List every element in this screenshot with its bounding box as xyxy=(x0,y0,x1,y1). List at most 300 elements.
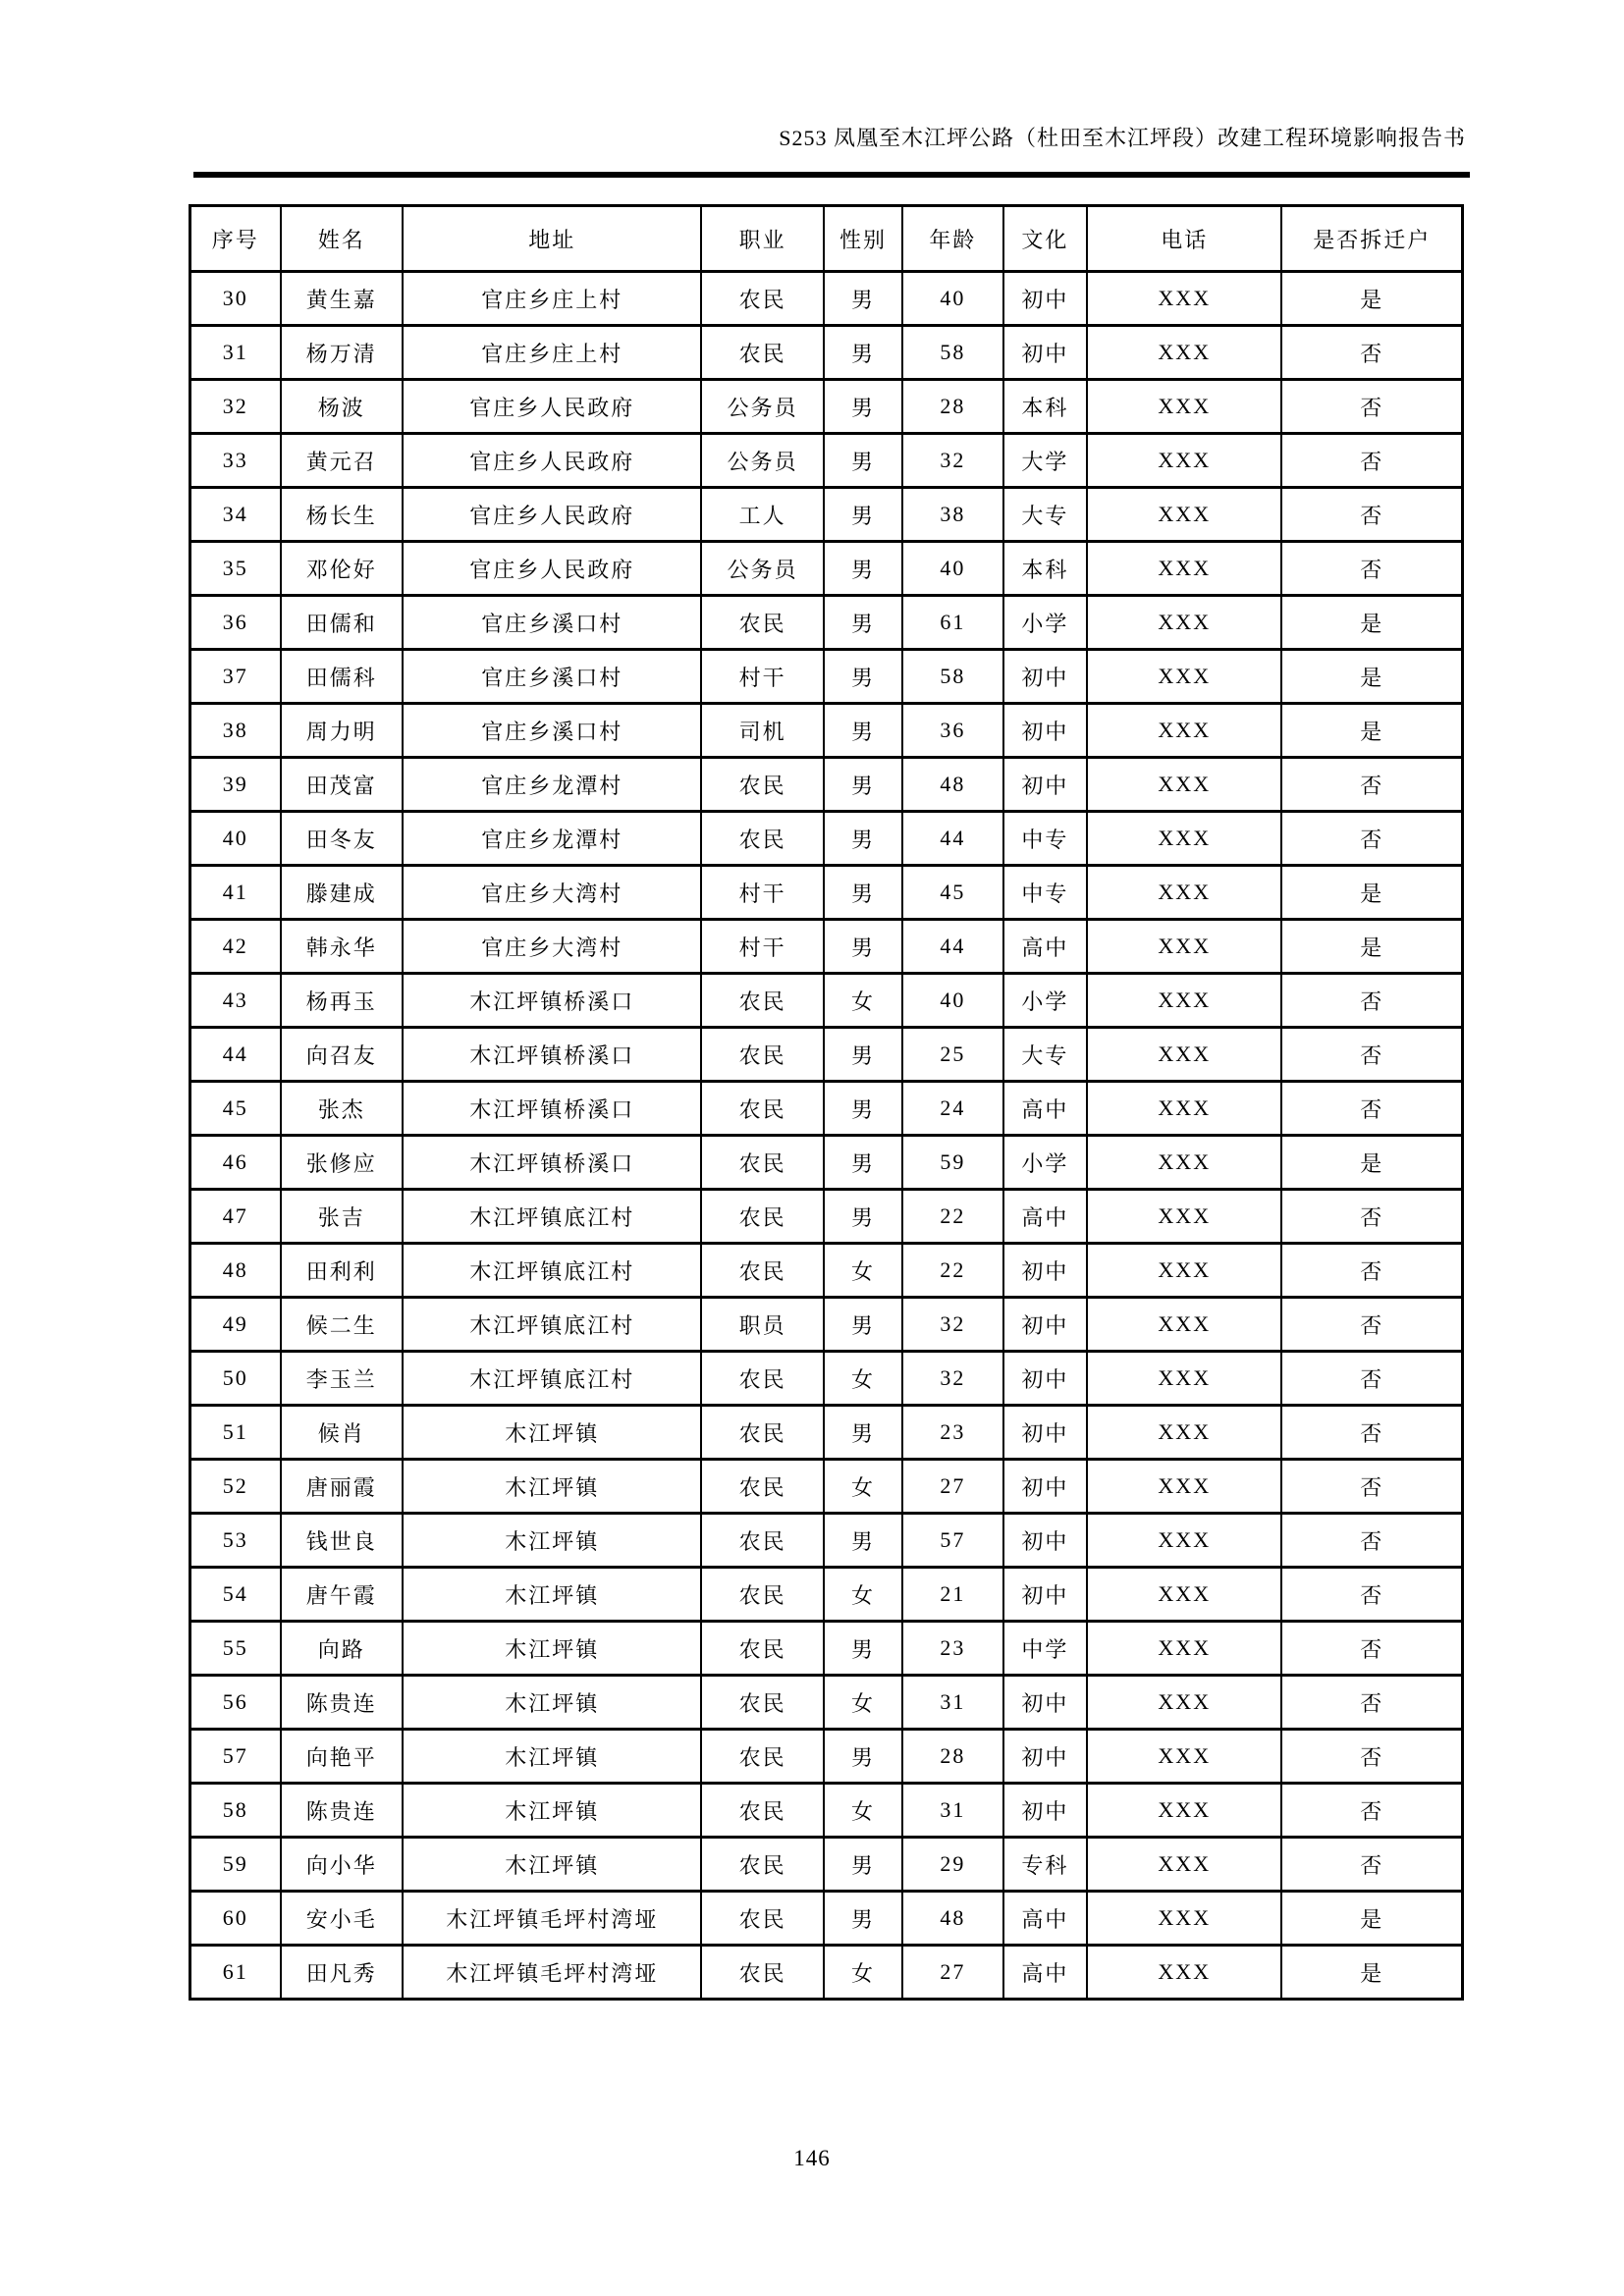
cell-address: 木江坪镇底江村 xyxy=(403,1352,702,1406)
cell-seq: 41 xyxy=(190,866,281,920)
cell-address: 官庄乡庄上村 xyxy=(403,326,702,380)
cell-gender: 男 xyxy=(824,812,902,866)
cell-gender: 女 xyxy=(824,1568,902,1622)
cell-phone: XXX xyxy=(1087,866,1281,920)
cell-occupation: 农民 xyxy=(701,272,823,326)
cell-name: 安小毛 xyxy=(281,1892,403,1946)
cell-occupation: 村干 xyxy=(701,866,823,920)
cell-age: 22 xyxy=(902,1190,1002,1244)
cell-name: 田儒和 xyxy=(281,596,403,650)
cell-name: 田茂富 xyxy=(281,758,403,812)
respondents-table xyxy=(189,204,1464,2001)
cell-address: 木江坪镇 xyxy=(403,1622,702,1676)
cell-relocated: 否 xyxy=(1281,812,1462,866)
column-header-seq: 序号 xyxy=(190,206,281,272)
cell-occupation: 农民 xyxy=(701,1622,823,1676)
cell-name: 杨波 xyxy=(281,380,403,434)
cell-relocated: 否 xyxy=(1281,1838,1462,1892)
cell-age: 57 xyxy=(902,1514,1002,1568)
cell-phone: XXX xyxy=(1087,1190,1281,1244)
column-header-address: 地址 xyxy=(403,206,702,272)
cell-address: 木江坪镇桥溪口 xyxy=(403,1028,702,1082)
table-row xyxy=(190,1730,1463,1784)
cell-relocated: 否 xyxy=(1281,1298,1462,1352)
cell-relocated: 否 xyxy=(1281,1514,1462,1568)
cell-seq: 43 xyxy=(190,974,281,1028)
cell-age: 58 xyxy=(902,326,1002,380)
cell-occupation: 司机 xyxy=(701,704,823,758)
cell-occupation: 职员 xyxy=(701,1298,823,1352)
cell-address: 官庄乡人民政府 xyxy=(403,488,702,542)
cell-address: 官庄乡溪口村 xyxy=(403,596,702,650)
cell-occupation: 公务员 xyxy=(701,380,823,434)
cell-gender: 女 xyxy=(824,1244,902,1298)
table-row xyxy=(190,1190,1463,1244)
cell-seq: 55 xyxy=(190,1622,281,1676)
cell-age: 32 xyxy=(902,434,1002,488)
column-header-education: 文化 xyxy=(1003,206,1088,272)
cell-relocated: 否 xyxy=(1281,1244,1462,1298)
cell-education: 高中 xyxy=(1003,1946,1088,2000)
cell-education: 初中 xyxy=(1003,704,1088,758)
cell-education: 专科 xyxy=(1003,1838,1088,1892)
cell-seq: 37 xyxy=(190,650,281,704)
cell-relocated: 否 xyxy=(1281,1190,1462,1244)
cell-relocated: 否 xyxy=(1281,1460,1462,1514)
cell-occupation: 农民 xyxy=(701,1838,823,1892)
cell-phone: XXX xyxy=(1087,1244,1281,1298)
cell-occupation: 农民 xyxy=(701,1568,823,1622)
table-row xyxy=(190,1136,1463,1190)
column-header-occupation: 职业 xyxy=(701,206,823,272)
cell-phone: XXX xyxy=(1087,1568,1281,1622)
cell-occupation: 农民 xyxy=(701,1946,823,2000)
cell-address: 官庄乡人民政府 xyxy=(403,434,702,488)
table-body xyxy=(190,272,1463,2000)
cell-education: 本科 xyxy=(1003,542,1088,596)
cell-address: 木江坪镇毛坪村湾垭 xyxy=(403,1946,702,2000)
cell-education: 小学 xyxy=(1003,974,1088,1028)
cell-address: 官庄乡溪口村 xyxy=(403,650,702,704)
cell-relocated: 否 xyxy=(1281,1676,1462,1730)
cell-seq: 61 xyxy=(190,1946,281,2000)
cell-education: 中专 xyxy=(1003,812,1088,866)
cell-name: 唐丽霞 xyxy=(281,1460,403,1514)
table-row xyxy=(190,1406,1463,1460)
cell-occupation: 农民 xyxy=(701,1028,823,1082)
cell-relocated: 否 xyxy=(1281,434,1462,488)
cell-age: 45 xyxy=(902,866,1002,920)
table-row xyxy=(190,542,1463,596)
cell-occupation: 农民 xyxy=(701,1676,823,1730)
cell-gender: 男 xyxy=(824,272,902,326)
table-row xyxy=(190,1784,1463,1838)
cell-address: 木江坪镇 xyxy=(403,1784,702,1838)
cell-relocated: 是 xyxy=(1281,1946,1462,2000)
cell-occupation: 农民 xyxy=(701,1784,823,1838)
cell-phone: XXX xyxy=(1087,542,1281,596)
cell-name: 候肖 xyxy=(281,1406,403,1460)
cell-gender: 男 xyxy=(824,866,902,920)
cell-gender: 男 xyxy=(824,488,902,542)
cell-phone: XXX xyxy=(1087,758,1281,812)
table-row xyxy=(190,1298,1463,1352)
table-row xyxy=(190,920,1463,974)
cell-relocated: 否 xyxy=(1281,1028,1462,1082)
cell-address: 木江坪镇底江村 xyxy=(403,1190,702,1244)
cell-seq: 40 xyxy=(190,812,281,866)
column-header-gender: 性别 xyxy=(824,206,902,272)
table-row xyxy=(190,1082,1463,1136)
cell-gender: 男 xyxy=(824,1406,902,1460)
cell-phone: XXX xyxy=(1087,1514,1281,1568)
table-row xyxy=(190,1676,1463,1730)
cell-relocated: 否 xyxy=(1281,1784,1462,1838)
cell-seq: 38 xyxy=(190,704,281,758)
cell-education: 高中 xyxy=(1003,1082,1088,1136)
cell-occupation: 公务员 xyxy=(701,542,823,596)
cell-relocated: 否 xyxy=(1281,1568,1462,1622)
cell-name: 邓伦好 xyxy=(281,542,403,596)
cell-age: 48 xyxy=(902,1892,1002,1946)
cell-address: 木江坪镇底江村 xyxy=(403,1298,702,1352)
cell-age: 59 xyxy=(902,1136,1002,1190)
cell-gender: 男 xyxy=(824,1028,902,1082)
cell-relocated: 否 xyxy=(1281,1352,1462,1406)
cell-gender: 女 xyxy=(824,1946,902,2000)
cell-occupation: 农民 xyxy=(701,1406,823,1460)
table-row xyxy=(190,380,1463,434)
table-row xyxy=(190,1622,1463,1676)
cell-address: 官庄乡庄上村 xyxy=(403,272,702,326)
cell-name: 向路 xyxy=(281,1622,403,1676)
cell-seq: 33 xyxy=(190,434,281,488)
cell-phone: XXX xyxy=(1087,1352,1281,1406)
cell-address: 木江坪镇 xyxy=(403,1568,702,1622)
cell-name: 陈贵连 xyxy=(281,1784,403,1838)
cell-relocated: 否 xyxy=(1281,542,1462,596)
cell-seq: 50 xyxy=(190,1352,281,1406)
cell-address: 官庄乡大湾村 xyxy=(403,866,702,920)
cell-phone: XXX xyxy=(1087,920,1281,974)
cell-phone: XXX xyxy=(1087,272,1281,326)
cell-gender: 男 xyxy=(824,1298,902,1352)
cell-address: 木江坪镇 xyxy=(403,1460,702,1514)
cell-seq: 53 xyxy=(190,1514,281,1568)
table-row xyxy=(190,812,1463,866)
table-row xyxy=(190,866,1463,920)
cell-education: 大学 xyxy=(1003,434,1088,488)
cell-occupation: 农民 xyxy=(701,812,823,866)
cell-address: 木江坪镇桥溪口 xyxy=(403,974,702,1028)
cell-phone: XXX xyxy=(1087,326,1281,380)
cell-name: 张吉 xyxy=(281,1190,403,1244)
cell-name: 钱世良 xyxy=(281,1514,403,1568)
cell-seq: 51 xyxy=(190,1406,281,1460)
table-row xyxy=(190,758,1463,812)
cell-education: 本科 xyxy=(1003,380,1088,434)
table-row xyxy=(190,1946,1463,2000)
cell-seq: 39 xyxy=(190,758,281,812)
table-header xyxy=(190,206,1463,272)
cell-phone: XXX xyxy=(1087,1406,1281,1460)
cell-relocated: 否 xyxy=(1281,380,1462,434)
cell-phone: XXX xyxy=(1087,1838,1281,1892)
cell-age: 22 xyxy=(902,1244,1002,1298)
cell-age: 28 xyxy=(902,1730,1002,1784)
cell-phone: XXX xyxy=(1087,1730,1281,1784)
cell-address: 官庄乡龙潭村 xyxy=(403,758,702,812)
header-divider xyxy=(193,172,1470,178)
cell-name: 周力明 xyxy=(281,704,403,758)
cell-seq: 32 xyxy=(190,380,281,434)
cell-address: 木江坪镇 xyxy=(403,1838,702,1892)
cell-education: 初中 xyxy=(1003,272,1088,326)
cell-occupation: 农民 xyxy=(701,1190,823,1244)
cell-phone: XXX xyxy=(1087,1784,1281,1838)
cell-education: 初中 xyxy=(1003,1730,1088,1784)
cell-education: 大专 xyxy=(1003,1028,1088,1082)
cell-gender: 男 xyxy=(824,542,902,596)
cell-age: 23 xyxy=(902,1622,1002,1676)
cell-address: 木江坪镇 xyxy=(403,1676,702,1730)
cell-age: 36 xyxy=(902,704,1002,758)
cell-name: 杨再玉 xyxy=(281,974,403,1028)
cell-gender: 男 xyxy=(824,1082,902,1136)
cell-name: 张修应 xyxy=(281,1136,403,1190)
cell-gender: 男 xyxy=(824,920,902,974)
column-header-age: 年龄 xyxy=(902,206,1002,272)
cell-education: 初中 xyxy=(1003,1514,1088,1568)
cell-education: 初中 xyxy=(1003,758,1088,812)
cell-gender: 女 xyxy=(824,1784,902,1838)
cell-seq: 42 xyxy=(190,920,281,974)
cell-education: 初中 xyxy=(1003,1352,1088,1406)
cell-seq: 58 xyxy=(190,1784,281,1838)
table-row xyxy=(190,1514,1463,1568)
cell-age: 27 xyxy=(902,1460,1002,1514)
cell-seq: 54 xyxy=(190,1568,281,1622)
cell-name: 田儒科 xyxy=(281,650,403,704)
cell-phone: XXX xyxy=(1087,650,1281,704)
cell-name: 向小华 xyxy=(281,1838,403,1892)
cell-seq: 46 xyxy=(190,1136,281,1190)
cell-name: 陈贵连 xyxy=(281,1676,403,1730)
cell-phone: XXX xyxy=(1087,1892,1281,1946)
table-row xyxy=(190,650,1463,704)
cell-gender: 女 xyxy=(824,1352,902,1406)
cell-gender: 男 xyxy=(824,380,902,434)
cell-education: 初中 xyxy=(1003,1784,1088,1838)
cell-education: 高中 xyxy=(1003,1190,1088,1244)
cell-occupation: 农民 xyxy=(701,1352,823,1406)
cell-education: 大专 xyxy=(1003,488,1088,542)
page-number: 146 xyxy=(793,2146,831,2170)
cell-age: 40 xyxy=(902,542,1002,596)
cell-gender: 男 xyxy=(824,758,902,812)
cell-age: 29 xyxy=(902,1838,1002,1892)
cell-age: 38 xyxy=(902,488,1002,542)
cell-phone: XXX xyxy=(1087,380,1281,434)
cell-age: 31 xyxy=(902,1676,1002,1730)
cell-address: 木江坪镇底江村 xyxy=(403,1244,702,1298)
cell-occupation: 公务员 xyxy=(701,434,823,488)
cell-name: 田冬友 xyxy=(281,812,403,866)
cell-occupation: 农民 xyxy=(701,326,823,380)
document-header-title: S253 凤凰至木江坪公路（杜田至木江坪段）改建工程环境影响报告书 xyxy=(779,126,1466,150)
cell-occupation: 农民 xyxy=(701,1460,823,1514)
cell-relocated: 是 xyxy=(1281,1892,1462,1946)
cell-gender: 男 xyxy=(824,1730,902,1784)
cell-occupation: 农民 xyxy=(701,596,823,650)
cell-education: 中学 xyxy=(1003,1622,1088,1676)
cell-address: 木江坪镇毛坪村湾垭 xyxy=(403,1892,702,1946)
cell-relocated: 否 xyxy=(1281,1082,1462,1136)
cell-gender: 男 xyxy=(824,1838,902,1892)
table-row xyxy=(190,1568,1463,1622)
cell-address: 官庄乡龙潭村 xyxy=(403,812,702,866)
cell-phone: XXX xyxy=(1087,704,1281,758)
cell-seq: 31 xyxy=(190,326,281,380)
table-row xyxy=(190,488,1463,542)
cell-age: 58 xyxy=(902,650,1002,704)
cell-gender: 男 xyxy=(824,1514,902,1568)
cell-relocated: 是 xyxy=(1281,650,1462,704)
column-header-name: 姓名 xyxy=(281,206,403,272)
cell-relocated: 否 xyxy=(1281,1406,1462,1460)
cell-name: 黄生嘉 xyxy=(281,272,403,326)
cell-phone: XXX xyxy=(1087,596,1281,650)
cell-age: 28 xyxy=(902,380,1002,434)
cell-occupation: 农民 xyxy=(701,758,823,812)
cell-name: 向召友 xyxy=(281,1028,403,1082)
cell-seq: 36 xyxy=(190,596,281,650)
column-header-phone: 电话 xyxy=(1087,206,1281,272)
cell-age: 31 xyxy=(902,1784,1002,1838)
table-row xyxy=(190,272,1463,326)
cell-seq: 56 xyxy=(190,1676,281,1730)
cell-occupation: 农民 xyxy=(701,974,823,1028)
cell-seq: 35 xyxy=(190,542,281,596)
cell-relocated: 否 xyxy=(1281,326,1462,380)
cell-occupation: 工人 xyxy=(701,488,823,542)
cell-age: 23 xyxy=(902,1406,1002,1460)
cell-gender: 女 xyxy=(824,1676,902,1730)
cell-occupation: 农民 xyxy=(701,1082,823,1136)
cell-name: 杨万清 xyxy=(281,326,403,380)
cell-name: 唐午霞 xyxy=(281,1568,403,1622)
cell-age: 27 xyxy=(902,1946,1002,2000)
cell-name: 候二生 xyxy=(281,1298,403,1352)
cell-address: 官庄乡人民政府 xyxy=(403,380,702,434)
cell-education: 高中 xyxy=(1003,920,1088,974)
header-row xyxy=(190,206,1463,272)
cell-education: 初中 xyxy=(1003,326,1088,380)
cell-phone: XXX xyxy=(1087,1082,1281,1136)
cell-relocated: 是 xyxy=(1281,866,1462,920)
cell-occupation: 农民 xyxy=(701,1244,823,1298)
cell-education: 初中 xyxy=(1003,1298,1088,1352)
cell-age: 44 xyxy=(902,812,1002,866)
cell-relocated: 是 xyxy=(1281,920,1462,974)
table-row xyxy=(190,1352,1463,1406)
cell-gender: 男 xyxy=(824,1190,902,1244)
cell-occupation: 农民 xyxy=(701,1514,823,1568)
cell-name: 田凡秀 xyxy=(281,1946,403,2000)
cell-gender: 女 xyxy=(824,974,902,1028)
table-row xyxy=(190,326,1463,380)
cell-occupation: 村干 xyxy=(701,650,823,704)
cell-gender: 女 xyxy=(824,1460,902,1514)
cell-education: 初中 xyxy=(1003,1406,1088,1460)
cell-name: 滕建成 xyxy=(281,866,403,920)
cell-gender: 男 xyxy=(824,326,902,380)
cell-relocated: 是 xyxy=(1281,704,1462,758)
cell-age: 48 xyxy=(902,758,1002,812)
cell-seq: 34 xyxy=(190,488,281,542)
table-row xyxy=(190,704,1463,758)
cell-education: 初中 xyxy=(1003,1568,1088,1622)
cell-gender: 男 xyxy=(824,704,902,758)
cell-gender: 男 xyxy=(824,1136,902,1190)
cell-phone: XXX xyxy=(1087,1946,1281,2000)
table-row xyxy=(190,974,1463,1028)
cell-seq: 44 xyxy=(190,1028,281,1082)
cell-phone: XXX xyxy=(1087,1622,1281,1676)
cell-education: 初中 xyxy=(1003,1244,1088,1298)
cell-occupation: 农民 xyxy=(701,1136,823,1190)
cell-education: 高中 xyxy=(1003,1892,1088,1946)
table-row xyxy=(190,1028,1463,1082)
table-row xyxy=(190,1838,1463,1892)
cell-address: 木江坪镇桥溪口 xyxy=(403,1082,702,1136)
cell-seq: 52 xyxy=(190,1460,281,1514)
cell-address: 木江坪镇桥溪口 xyxy=(403,1136,702,1190)
cell-age: 24 xyxy=(902,1082,1002,1136)
cell-seq: 30 xyxy=(190,272,281,326)
table-row xyxy=(190,434,1463,488)
cell-gender: 男 xyxy=(824,650,902,704)
cell-name: 杨长生 xyxy=(281,488,403,542)
cell-phone: XXX xyxy=(1087,1298,1281,1352)
cell-name: 李玉兰 xyxy=(281,1352,403,1406)
cell-seq: 59 xyxy=(190,1838,281,1892)
cell-address: 木江坪镇 xyxy=(403,1406,702,1460)
cell-age: 32 xyxy=(902,1352,1002,1406)
cell-address: 木江坪镇 xyxy=(403,1514,702,1568)
cell-gender: 男 xyxy=(824,1622,902,1676)
cell-seq: 57 xyxy=(190,1730,281,1784)
cell-seq: 49 xyxy=(190,1298,281,1352)
cell-gender: 男 xyxy=(824,596,902,650)
cell-seq: 48 xyxy=(190,1244,281,1298)
cell-relocated: 是 xyxy=(1281,1136,1462,1190)
cell-education: 小学 xyxy=(1003,1136,1088,1190)
cell-relocated: 是 xyxy=(1281,272,1462,326)
cell-phone: XXX xyxy=(1087,974,1281,1028)
cell-age: 32 xyxy=(902,1298,1002,1352)
cell-phone: XXX xyxy=(1087,434,1281,488)
cell-age: 61 xyxy=(902,596,1002,650)
cell-gender: 男 xyxy=(824,434,902,488)
cell-name: 黄元召 xyxy=(281,434,403,488)
cell-seq: 45 xyxy=(190,1082,281,1136)
cell-seq: 60 xyxy=(190,1892,281,1946)
cell-relocated: 是 xyxy=(1281,596,1462,650)
cell-occupation: 农民 xyxy=(701,1730,823,1784)
cell-education: 初中 xyxy=(1003,1676,1088,1730)
table-row xyxy=(190,1892,1463,1946)
